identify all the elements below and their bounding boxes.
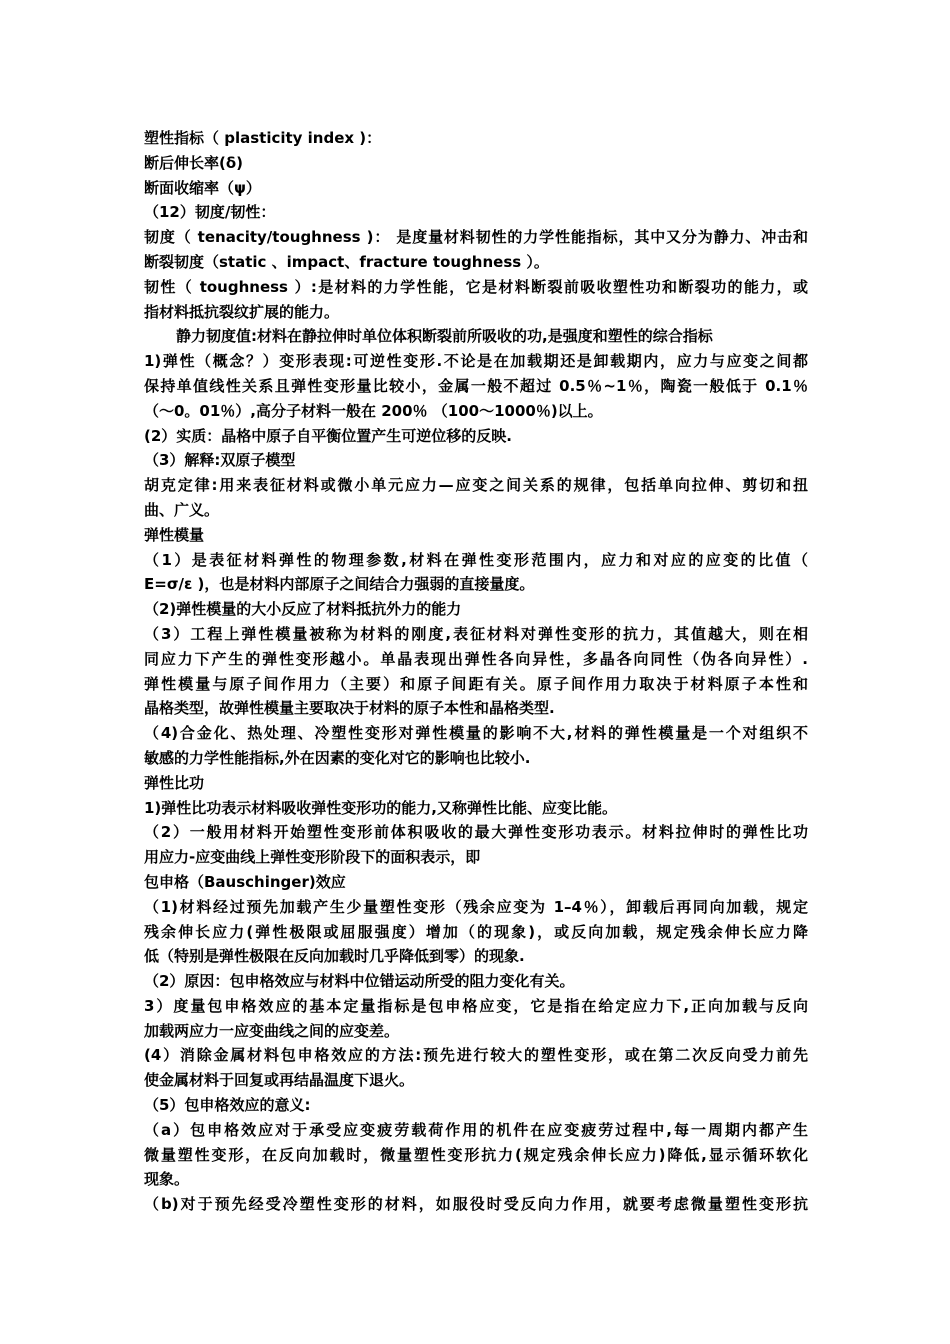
text-line: 现象。: [144, 1170, 190, 1189]
text-line: 1)弹性比功表示材料吸收弹性变形功的能力,又称弹性比能、应变比能。: [144, 798, 617, 817]
text-line: （a）包申格效应对于承受应变疲劳载荷作用的机件在应变疲劳过程中,每一周期内都产生: [144, 1120, 808, 1139]
text-line: (4）消除金属材料包申格效应的方法:预先进行较大的塑性变形，或在第二次反向受力前先: [144, 1046, 808, 1065]
text-line: 微量塑性变形，在反向加载时，微量塑性变形抗力(规定残余伸长应力)降低,显示循环软化: [144, 1145, 808, 1164]
text-line: E=σ/ε )，也是材料内部原子之间结合力强弱的直接量度。: [144, 575, 535, 594]
text-line: 晶格类型，故弹性模量主要取决于材料的原子本性和晶格类型.: [144, 699, 555, 718]
text-line: 指材料抵抗裂纹扩展的能力。: [144, 302, 340, 321]
text-line: (2）实质：晶格中原子自平衡位置产生可逆位移的反映.: [144, 426, 512, 445]
text-line: 弹性比功: [144, 773, 205, 792]
text-line: （3）工程上弹性模量被称为材料的刚度,表征材料对弹性变形的抗力，其值越大，则在相: [144, 624, 808, 643]
text-line: 用应力-应变曲线上弹性变形阶段下的面积表示，即: [144, 848, 481, 867]
text-line: （2）原因：包申格效应与材料中位错运动所受的阻力变化有关。: [144, 972, 575, 991]
text-line: 韧性（ toughness ）:是材料的力学性能，它是材料断裂前吸收塑性功和断裂功的能力，或: [144, 277, 808, 296]
text-line: 弹性模量: [144, 525, 205, 544]
text-line: 断后伸长率(δ): [144, 153, 244, 172]
text-line: 加载两应力一应变曲线之间的应变差。: [144, 1021, 400, 1040]
text-line: 包申格（Bauschinger)效应: [144, 872, 346, 891]
text-line: （b)对于预先经受冷塑性变形的材料，如服役时受反向力作用，就要考虑微量塑性变形抗: [144, 1195, 808, 1214]
text-line: （1)材料经过预先加载产生少量塑性变形（残余应变为 1–4％），卸载后再同向加载，规定: [144, 897, 808, 916]
text-line: （4)合金化、热处理、冷塑性变形对弹性模量的影响不大,材料的弹性模量是一个对组织不: [144, 724, 808, 743]
text-line: 3）度量包申格效应的基本定量指标是包申格应变，它是指在给定应力下,正向加载与反向: [144, 996, 808, 1015]
text-line: 低（特别是弹性极限在反向加载时几乎降低到零）的现象.: [144, 947, 525, 966]
text-line: 断裂韧度（static 、impact、fracture toughness ）。: [144, 252, 549, 271]
text-line: （2）一般用材料开始塑性变形前体积吸收的最大弹性变形功表示。材料拉伸时的弹性比功: [144, 823, 808, 842]
text-line: （5）包申格效应的意义:: [144, 1096, 311, 1115]
text-line: （3）解释:双原子模型: [144, 451, 296, 470]
text-line: 断面收缩率（ψ）: [144, 178, 261, 197]
document-body: [144, 126, 808, 1217]
text-line: 静力韧度值:材料在静拉伸时单位体积断裂前所吸收的功,是强度和塑性的综合指标: [176, 327, 713, 346]
text-line: 弹性模量与原子间作用力（主要）和原子间距有关。原子间作用力取决于材料原子本性和: [144, 674, 808, 693]
text-line: （1）是表征材料弹性的物理参数,材料在弹性变形范围内，应力和对应的应变的比值（: [144, 550, 808, 569]
text-line: 使金属材料于回复或再结晶温度下退火。: [144, 1071, 415, 1090]
text-line: （2)弹性模量的大小反应了材料抵抗外力的能力: [144, 600, 462, 619]
text-line: 同应力下产生的弹性变形越小。单晶表现出弹性各向异性，多晶各向同性（伪各向异性）.: [144, 649, 808, 668]
text-line: 残余伸长应力(弹性极限或屈服强度）增加（的现象)，或反向加载，规定残余伸长应力降: [144, 922, 808, 941]
text-line: 韧度（ tenacity/toughness )： 是度量材料韧性的力学性能指标，其中又分为静力、冲击和: [144, 228, 808, 247]
text-line: 塑性指标（ plasticity index )：: [144, 129, 382, 147]
text-line: 保持单值线性关系且弹性变形量比较小，金属一般不超过 0.5％~1％，陶瓷一般低于 0.1％: [144, 376, 808, 395]
text-line: 胡克定律:用来表征材料或微小单元应力—应变之间关系的规律，包括单向拉伸、剪切和扭: [144, 476, 808, 495]
text-line: （12）韧度/韧性：: [144, 203, 276, 222]
text-line: 1)弹性（概念？）变形表现:可逆性变形.不论是在加载期还是卸载期内，应力与应变之间都: [144, 352, 808, 371]
text-line: 曲、广义。: [144, 500, 220, 519]
text-line: 敏感的力学性能指标,外在因素的变化对它的影响也比较小.: [144, 748, 531, 767]
text-line: （～0。01％）,高分子材料一般在 200％ （100～1000％)以上。: [144, 401, 603, 420]
